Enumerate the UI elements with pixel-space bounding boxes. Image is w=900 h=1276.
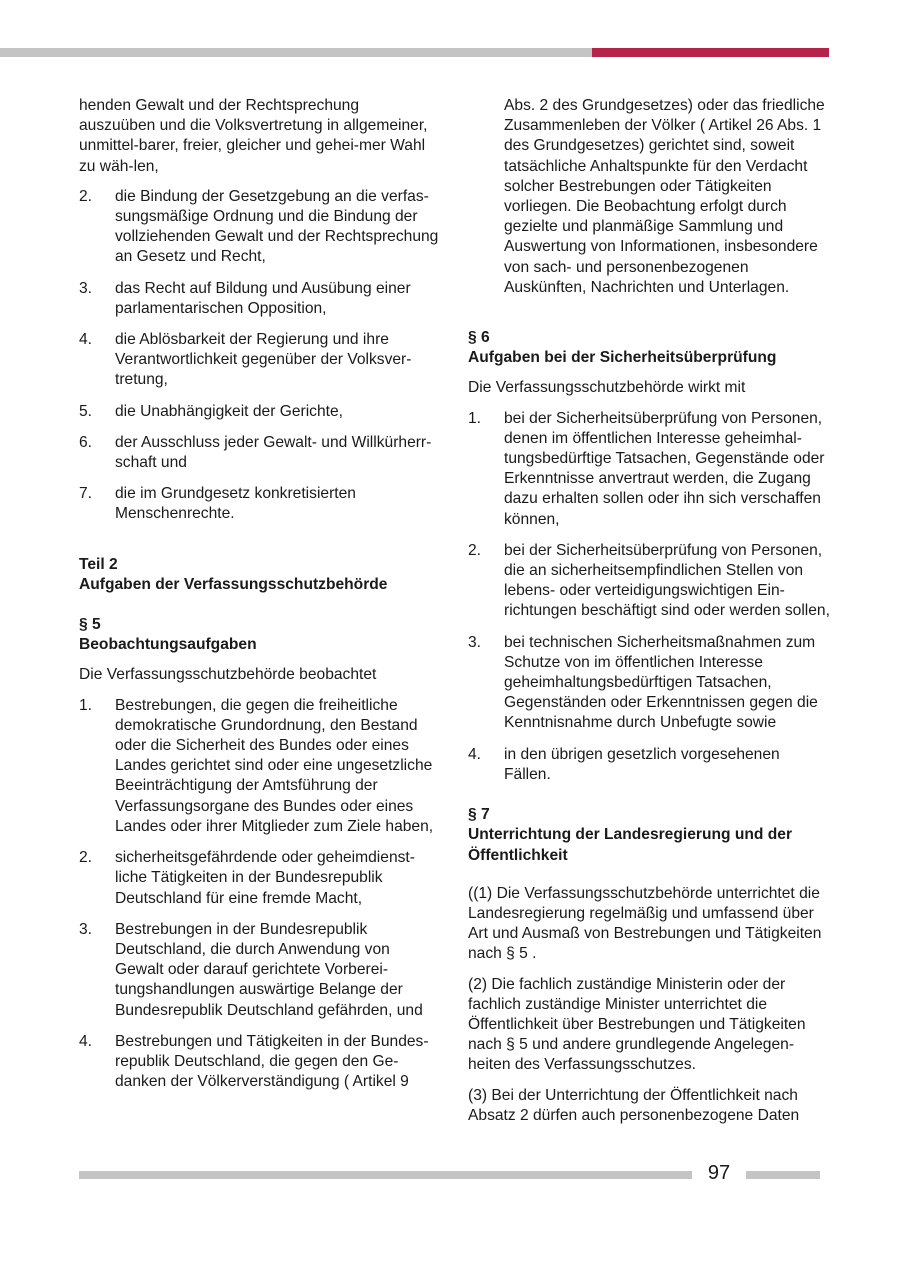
list-item: 1. Bestrebungen, die gegen die freiheitliche demokratische Grundordnung, den Bestand oder die Sicherheit des Bundes oder eines Landes gerichtet sind oder eine ungesetzliche Beeinträchtigung der Amtsführung der Verfassungsorgane des Bundes oder eines Landes oder ihrer Mitglieder zum Ziele haben,: [79, 696, 434, 835]
list-item: 7. die im Grundgesetz konkretisierten Menschenrechte.: [79, 485, 356, 523]
paragraph: (3) Bei der Unterrichtung der Öffentlichkeit nach Absatz 2 dürfen auch personenbezogene Daten: [468, 1086, 800, 1124]
section-5-heading: [79, 615, 439, 655]
section-title: Beobachtungsaufgaben: [79, 636, 257, 654]
continuation-text: Abs. 2 des Grundgesetzes) oder das friedliche Zusammenleben der Völker ( Artikel 26 Abs. 1 des Grundgesetzes) gerichtet sind, soweit tatsächliche Anhaltspunkte für den Verdacht solcher Bestrebungen oder Tätigkeiten vorliegen. Die Beobachtung erfolgt durch gezielte und planmäßige Sammlung und Auswertung von Informationen, insbesondere von sach- und personenbezogenen Auskünften, Nachrichten und Unterlagen.: [504, 97, 825, 296]
section-label: § 5: [79, 616, 101, 634]
paragraph: (2) Die fachlich zuständige Ministerin oder der fachlich zuständige Minister unterrichtet die Öffentlichkeit über Bestrebungen und Tätigkeiten nach § 5 und andere grundlegende Angelegen-heiten des Verfassungsschutzes.: [468, 975, 806, 1074]
list-item: 2. sicherheitsgefährdende oder geheimdienst-liche Tätigkeiten in der Bundesrepublik Deutschland für eine fremde Macht,: [79, 849, 415, 907]
section-label: § 7: [468, 806, 490, 824]
list-item: 3. Bestrebungen in der Bundesrepublik Deutschland, die durch Anwendung von Gewalt oder darauf gerichtete Vorberei-tungshandlungen auswärtige Belange der Bundesrepublik Deutschland gefährden, und: [79, 920, 423, 1019]
list-item: 1. bei der Sicherheitsüberprüfung von Personen, denen im öffentlichen Interesse geheimhal-tungsbedürftige Tatsachen, Gegenstände oder Erkenntnisse anvertraut werden, die Zugang dazu erhalten sollen oder ihn sich verschaffen können,: [468, 409, 825, 528]
list-item: 6. der Ausschluss jeder Gewalt- und Willkürherr-schaft und: [79, 433, 432, 472]
page-number: 97: [707, 1162, 731, 1184]
footer-rule-left: [79, 1171, 692, 1179]
list-item: 2. die Bindung der Gesetzgebung an die verfas-sungsmäßige Ordnung und die Bindung der vollziehenden Gewalt und der Rechtsprechung an Gesetz und Recht,: [79, 187, 439, 266]
intro-paragraph: henden Gewalt und der Rechtsprechung auszuüben und die Volksvertretung in allgemeiner, unmittel-barer, freier, gleicher und gehei-mer Wahl zu wäh-len,: [79, 97, 428, 175]
list-item: 4. Bestrebungen und Tätigkeiten in der Bundes-republik Deutschland, die gegen den Ge-danken der Völkerverständigung ( Artikel 9: [79, 1032, 429, 1091]
right-column: [468, 96, 830, 1136]
left-column: [79, 96, 439, 1103]
section-title: Unterrichtung der Landesregierung und der Öffentlichkeit: [468, 826, 793, 864]
header-rule-accent: [592, 48, 829, 57]
section-6-heading: [468, 328, 830, 368]
part-label: Teil 2: [79, 555, 118, 573]
part-title: Aufgaben der Verfassungsschutzbehörde: [79, 575, 388, 593]
section-title: Aufgaben bei der Sicherheitsüberprüfung: [468, 349, 777, 367]
paragraph: ((1) Die Verfassungsschutzbehörde unterrichtet die Landesregierung regelmäßig und umfassend über Art und Ausmaß von Bestrebungen und Tätigkeiten nach § 5 .: [468, 884, 822, 963]
list-item: 3. bei technischen Sicherheitsmaßnahmen zum Schutze von im öffentlichen Interesse geheimhaltungsbedürftigen Tatsachen, Gegenständen oder Erkenntnissen gegen die Kenntnisnahme durch Unbefugte sowie: [468, 633, 818, 732]
list-item: 4. die Ablösbarkeit der Regierung und ihre Verantwortlichkeit gegenüber der Volksver-tretung,: [79, 331, 412, 389]
section-intro: Die Verfassungsschutzbehörde wirkt mit: [468, 379, 746, 397]
part-heading: [79, 555, 439, 595]
section-intro: Die Verfassungsschutzbehörde beobachtet: [79, 666, 377, 684]
list-item: 3. das Recht auf Bildung und Ausübung einer parlamentarischen Opposition,: [79, 279, 411, 317]
section-7-heading: [468, 805, 830, 866]
list-item: 5. die Unabhängigkeit der Gerichte,: [79, 402, 343, 420]
header-rule-gray: [0, 48, 592, 57]
list-item: 4. in den übrigen gesetzlich vorgesehenen Fällen.: [468, 745, 780, 783]
section-label: § 6: [468, 329, 490, 347]
list-item: 2. bei der Sicherheitsüberprüfung von Personen, die an sicherheitsempfindlichen Stellen von lebens- oder verteidigungswichtigen Ein-richtungen beschäftigt sind oder werden sollen,: [468, 541, 830, 620]
footer-rule-right: [746, 1171, 820, 1179]
